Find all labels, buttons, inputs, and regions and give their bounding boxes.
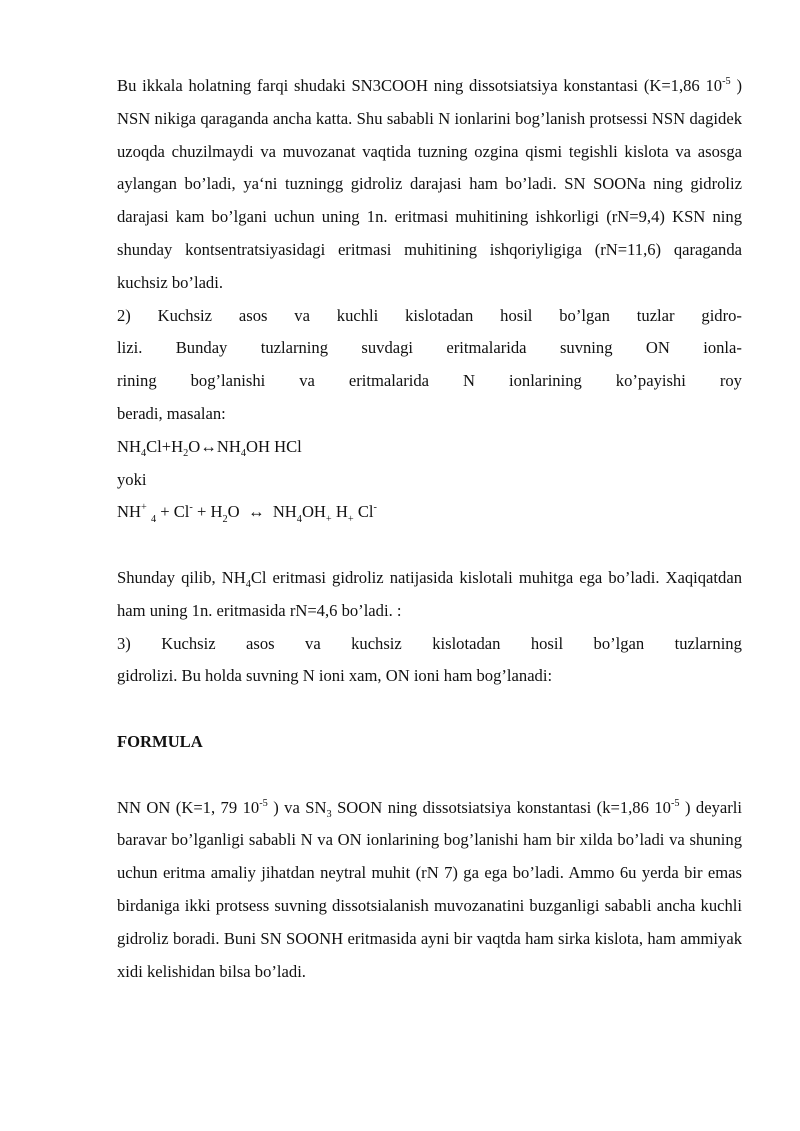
paragraph-weak-base-hydrolysis: [117, 300, 742, 431]
equation-ionic: [117, 496, 742, 529]
eq2-part: NH: [117, 502, 141, 522]
p5-superscript: -5: [670, 797, 680, 809]
p2-word: kuchli: [336, 305, 379, 325]
eq1-part: NH: [117, 436, 141, 456]
eq1-subscript: 4: [240, 448, 246, 460]
p5-subscript: 3: [326, 808, 332, 820]
p4-word: tuzlarning: [674, 633, 742, 653]
eq2-part: Cl: [357, 502, 374, 522]
eq2-part: H: [335, 502, 348, 522]
p2-word: hosil: [500, 305, 533, 325]
document-page: [117, 70, 742, 988]
eq2-subscript: 4: [296, 513, 302, 525]
p2-word: ON: [645, 338, 670, 358]
eq2-part: + H: [197, 502, 223, 522]
eq2-subscript: 2: [222, 513, 228, 525]
p2-word: 2): [117, 305, 131, 325]
eq2-superscript: -: [189, 502, 193, 514]
p1-k-open: (K=1,86 10: [643, 76, 723, 95]
p2-word: ionla-: [703, 338, 742, 358]
paragraph-weak-base-weak-acid: [117, 628, 742, 694]
p2-word: bo’lgan: [559, 305, 610, 325]
p2-line3: [117, 365, 742, 398]
p2-word: bog’lanishi: [190, 371, 266, 391]
p2-word: asos: [238, 305, 268, 325]
p4-line1: [117, 628, 742, 661]
p1-line1: Bu ikkala holatning farqi shudaki SN3COOH ning dissotsiatsiya konstantasi: [117, 76, 639, 95]
p5-part: ) va SN: [273, 797, 327, 817]
p2-word: suvdagi: [361, 338, 414, 358]
spacer: [117, 529, 742, 562]
p2-word: va: [294, 305, 310, 325]
eq1-subscript: 4: [140, 448, 147, 460]
p2-word: N: [463, 371, 476, 391]
p2-word: lizi.: [117, 338, 143, 358]
equilibrium-arrow-icon: ↔: [200, 436, 217, 456]
p2-word: ionlarining: [508, 371, 582, 391]
p5-part: ) deyarli baravar bo’lganligi sababli N va ON ionlarining bog’lanishi ham bir xilda bo’ladi va shuning uchun eritma amaliy jihatdan neytral muhit (rN 7) ga ega bo’ladi. Ammo 6u yerda bir emas birdaniga ikki protsess suvning dissotsialanish muvozanatini buzganligi sababli ancha kuchli gidroliz boradi. Buni SN SOONH eritmasida ayni bir vaqtda ham sirka kislota, ham ammiyak xidi kelishidan bilsa bo’ladi.: [117, 797, 743, 981]
paragraph-dissociation-comparison: [117, 70, 742, 300]
p1-body: ) NSN nikiga qaraganda ancha katta. Shu sababli N ionlarini bog’lanish protsessi NSN dagidek uzoqda chuzilmaydi va muvozanat vaqtida tuzning ozgina qismi tegishli kislota va asosga aylangan bo’ladi, ya‘ni tuzningg gidroliz darajasi ham bo’ladi. SN SOONa ning gidroliz darajasi kam bo’lgani uchun uning 1n. eritmasi muhitining ishkorligi (rN=9,4) KSN ning shunday kontsentratsiyasidagi eritmasi muhitining ishqoriyligiga (rN=11,6) qaraganda kuchsiz bo’ladi.: [117, 76, 743, 292]
eq2-part: O: [227, 502, 240, 522]
formula-heading: FORMULA: [117, 731, 203, 751]
eq1-part: OH HCl: [245, 436, 302, 456]
p2-word: suvning: [559, 338, 613, 358]
p4-word: bo’lgan: [593, 633, 645, 653]
p2-word: kislotadan: [405, 305, 474, 325]
eq2-subscript: +: [347, 513, 354, 525]
eq2-part: NH: [272, 502, 297, 522]
p4-word: kuchsiz: [351, 633, 402, 653]
eq1-part: O: [188, 436, 201, 456]
p5-part: NN ON (K=1, 79 10: [117, 797, 260, 817]
p4-word: 3): [117, 633, 131, 653]
p4-word: va: [305, 633, 321, 653]
p5-part: SOON ning dissotsiatsiya konstantasi (k=1,86 10: [331, 797, 671, 817]
p1-k-exponent: -5: [722, 75, 731, 87]
p2-word: Bunday: [175, 338, 228, 358]
p2-line1: [117, 300, 742, 333]
p4-line2: gidrolizi. Bu holda suvning N ioni xam, ON ioni ham bog’lanadi:: [117, 666, 553, 686]
p4-word: kislotadan: [432, 633, 501, 653]
p2-word: eritmalarida: [348, 371, 430, 391]
spacer: [117, 759, 742, 792]
p2-line4: beradi, masalan:: [117, 403, 226, 423]
equation-ammonium-chloride: [117, 431, 742, 464]
paragraph-neutral-hydrolysis: [117, 792, 742, 989]
p2-line2: [117, 332, 742, 365]
p3-part: Shunday qilib, NH: [117, 567, 246, 587]
p3-subscript: 4: [245, 579, 251, 591]
p2-word: tuzlarning: [260, 338, 329, 358]
eq1-part: Cl+H: [146, 436, 184, 456]
p4-word: asos: [246, 633, 275, 653]
eq1-subscript: 2: [183, 448, 189, 460]
eq2-part: + Cl: [160, 502, 190, 522]
paragraph-ammonium-chloride-result: [117, 562, 742, 628]
connector-yoki: yoki: [117, 469, 147, 489]
p2-word: roy: [719, 371, 742, 391]
equilibrium-arrow-icon: ↔: [247, 502, 265, 522]
eq2-superscript: -: [373, 502, 377, 514]
p2-word: gidro-: [701, 305, 742, 325]
p5-superscript: -5: [259, 797, 268, 809]
p2-word: va: [299, 371, 315, 391]
eq2-superscript: +: [140, 502, 147, 514]
eq2-subscript: +: [325, 513, 332, 525]
p2-word: Kuchsiz: [157, 305, 213, 325]
p2-word: eritmalarida: [446, 338, 527, 358]
eq2-part: OH: [301, 502, 326, 522]
p3-part: Cl eritmasi gidroliz natijasida kislotali muhitga ega bo’ladi. Xaqiqatdan ham uning 1n. eritmasida rN=4,6 bo’ladi. :: [117, 567, 742, 620]
spacer: [117, 693, 742, 726]
eq1-part: NH: [216, 436, 241, 456]
p4-word: hosil: [530, 633, 564, 653]
eq2-subscript: 4: [150, 513, 157, 525]
p2-word: tuzlar: [636, 305, 675, 325]
p2-word: ko’payishi: [615, 371, 686, 391]
p4-word: Kuchsiz: [161, 633, 216, 653]
p2-word: rining: [117, 371, 157, 391]
